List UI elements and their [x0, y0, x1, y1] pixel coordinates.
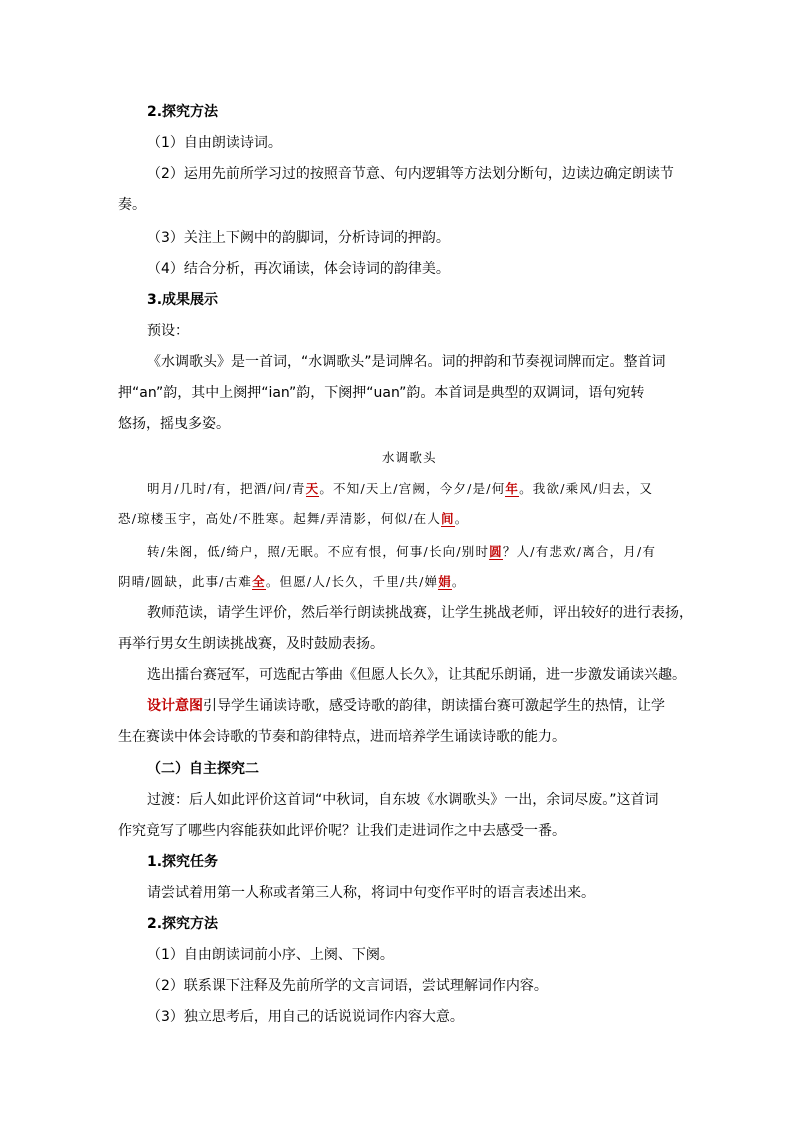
- task-text: 请尝试着用第一人称或者第三人称，将词中句变作平时的语言表述出来。: [147, 885, 595, 901]
- poem-line-2: [118, 509, 468, 529]
- poem-text: 明月/几时/有，把酒/问/青: [147, 481, 306, 496]
- teacher-reading-paragraph: 教师范读，请学生评价，然后举行朗读挑战赛，让学生挑战老师，评出较好的进行表扬，: [147, 605, 693, 621]
- result-heading: 3.成果展示: [147, 292, 219, 308]
- poem-text: 。: [454, 511, 469, 526]
- poem-line-3: [147, 542, 656, 562]
- method2-item-1: （1）自由朗读词前小序、上阕、下阕。: [147, 947, 394, 963]
- poem-text: 转/朱阁，低/绮户，照/无眠。不应有恨，何事/长向/别时: [147, 544, 490, 559]
- poem-text: 。但愿/人/长久，千里/共/婵: [265, 574, 439, 589]
- method2-item-3: （3）独立思考后，用自己的话说说词作内容大意。: [147, 1009, 464, 1025]
- method-heading: 2.探究方法: [147, 104, 219, 120]
- result-paragraph: 《水调歌头》是一首词，“水调歌头”是词牌名。词的押韵和节奏视词牌而定。整首词: [147, 354, 666, 370]
- poem-text: ？人/有悲欢/离合，月/有: [502, 544, 657, 559]
- teacher-reading-paragraph-line2: 再举行男女生朗读挑战赛，及时鼓励表扬。: [118, 636, 384, 652]
- poem-text: 恐/琼楼玉宇，高处/不胜寒。起舞/弄清影，何似/在人: [118, 511, 442, 526]
- design-intent-tag: 设计意图: [147, 698, 203, 714]
- rhyme-word: 天: [305, 481, 320, 496]
- rhyme-word: 间: [441, 511, 455, 526]
- method2-heading: 2.探究方法: [147, 916, 219, 932]
- rhyme-word: 娟: [438, 574, 452, 589]
- rhyme-word: 年: [505, 481, 520, 496]
- design-intent-text: 引导学生诵读诗歌，感受诗歌的韵律，朗读擂台赛可激起学生的热情，让学: [203, 698, 665, 714]
- design-intent-line2: 生在赛读中体会诗歌的节奏和韵律特点，进而培养学生诵读诗歌的能力。: [118, 729, 566, 745]
- result-paragraph-line3: 悠扬，摇曳多姿。: [118, 416, 230, 432]
- result-paragraph-line2: 押“an”韵，其中上阕押“ian”韵，下阕押“uan”韵。本首词是典型的双调词，语句宛转: [118, 385, 645, 401]
- method-item-3: （3）关注上下阙中的韵脚词，分析诗词的押韵。: [147, 230, 450, 246]
- method2-item-2: （2）联系课下注释及先前所学的文言词语，尝试理解词作内容。: [147, 978, 548, 994]
- method-item-2-cont: 奏。: [118, 197, 146, 213]
- poem-text: 。不知/天上/宫阙，今夕/是/何: [319, 481, 506, 496]
- method-item-4: （4）结合分析，再次诵读，体会诗词的韵律美。: [147, 261, 450, 277]
- poem-text: 。: [451, 574, 466, 589]
- transition-paragraph: 过渡：后人如此评价这首词“中秋词，自东坡《水调歌头》一出，余词尽废。”这首词: [147, 792, 659, 808]
- section-heading: （二）自主探究二: [147, 761, 259, 777]
- rhyme-word: 全: [252, 574, 266, 589]
- poem-line-1: [147, 479, 653, 499]
- design-intent: [147, 696, 665, 716]
- poem-text: 阴晴/圆缺，此事/古难: [118, 574, 253, 589]
- rhyme-word: 圆: [489, 544, 503, 559]
- champion-paragraph: 选出擂台赛冠军，可选配古筝曲《但愿人长久》，让其配乐朗诵，进一步激发诵读兴趣。: [147, 667, 686, 683]
- method-item-1: （1）自由朗读诗词。: [147, 135, 282, 151]
- result-preset: 预设：: [147, 323, 189, 339]
- task-heading: 1.探究任务: [147, 854, 219, 870]
- poem-title: 水调歌头: [382, 450, 437, 465]
- poem-line-4: [118, 572, 466, 592]
- method-item-2: （2）运用先前所学习过的按照音节意、句内逻辑等方法划分断句，边读边确定朗读节: [147, 166, 674, 182]
- transition-paragraph-line2: 作究竟写了哪些内容能获如此评价呢？让我们走进词作之中去感受一番。: [118, 823, 566, 839]
- poem-text: 。我欲/乘风/归去，又: [519, 481, 654, 496]
